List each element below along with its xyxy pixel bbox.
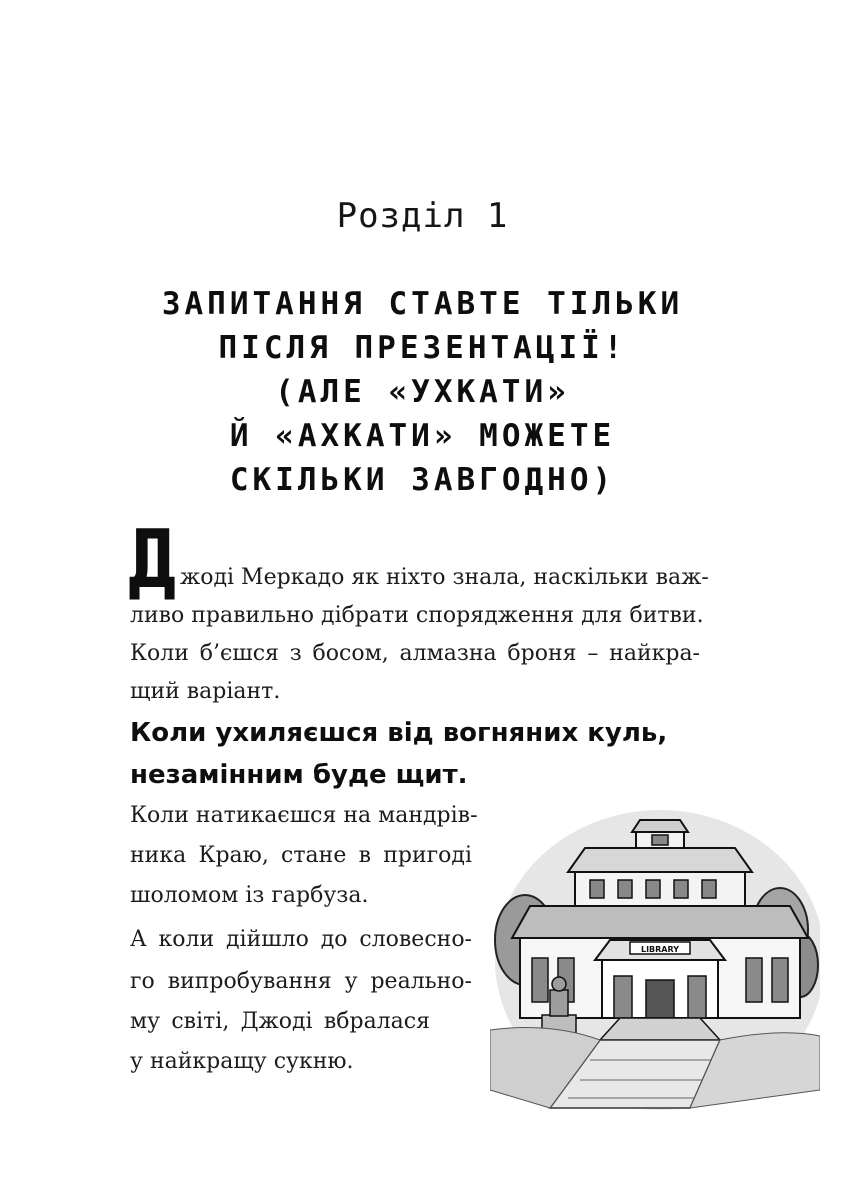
chapter-title-line: ПІСЛЯ ПРЕЗЕНТАЦІЇ!: [218, 330, 627, 366]
emphasis-line: незамінним буде щит.: [130, 760, 468, 790]
text-line: жоді Меркадо як ніхто знала, наскільки важ-: [180, 565, 709, 590]
text-line: А коли дійшло до словесно-: [130, 927, 472, 952]
library-sign: LIBRARY: [640, 945, 680, 954]
text-line: ливо правильно дібрати спорядження для битви.: [130, 603, 704, 628]
text-line: у найкращу сукню.: [130, 1049, 354, 1074]
library-illustration: [490, 790, 820, 1110]
chapter-title: [100, 282, 745, 502]
chapter-label: Розділ 1: [336, 196, 509, 236]
chapter-title-line: ЗАПИТАННЯ СТАВТЕ ТІЛЬКИ: [161, 286, 684, 322]
text-line: Коли б’єшся з босом, алмазна броня – найкра-: [130, 641, 700, 666]
text-line: Коли натикаєшся на мандрів-: [130, 803, 478, 828]
text-line: ника Краю, стане в пригоді: [130, 843, 472, 868]
text-line: му світі, Джоді вбралася: [130, 1009, 430, 1034]
text-line: го випробування у реально-: [130, 969, 472, 994]
chapter-title-line: (АЛЕ «УХКАТИ»: [275, 374, 570, 410]
chapter-title-line: Й «АХКАТИ» МОЖЕТЕ: [229, 418, 616, 454]
text-line: шоломом із гарбуза.: [130, 883, 369, 908]
text-line: щий варіант.: [130, 679, 281, 704]
drop-cap: Д: [128, 513, 177, 606]
emphasis-line: Коли ухиляєшся від вогняних куль,: [130, 718, 668, 748]
chapter-title-line: СКІЛЬКИ ЗАВГОДНО): [229, 462, 616, 498]
